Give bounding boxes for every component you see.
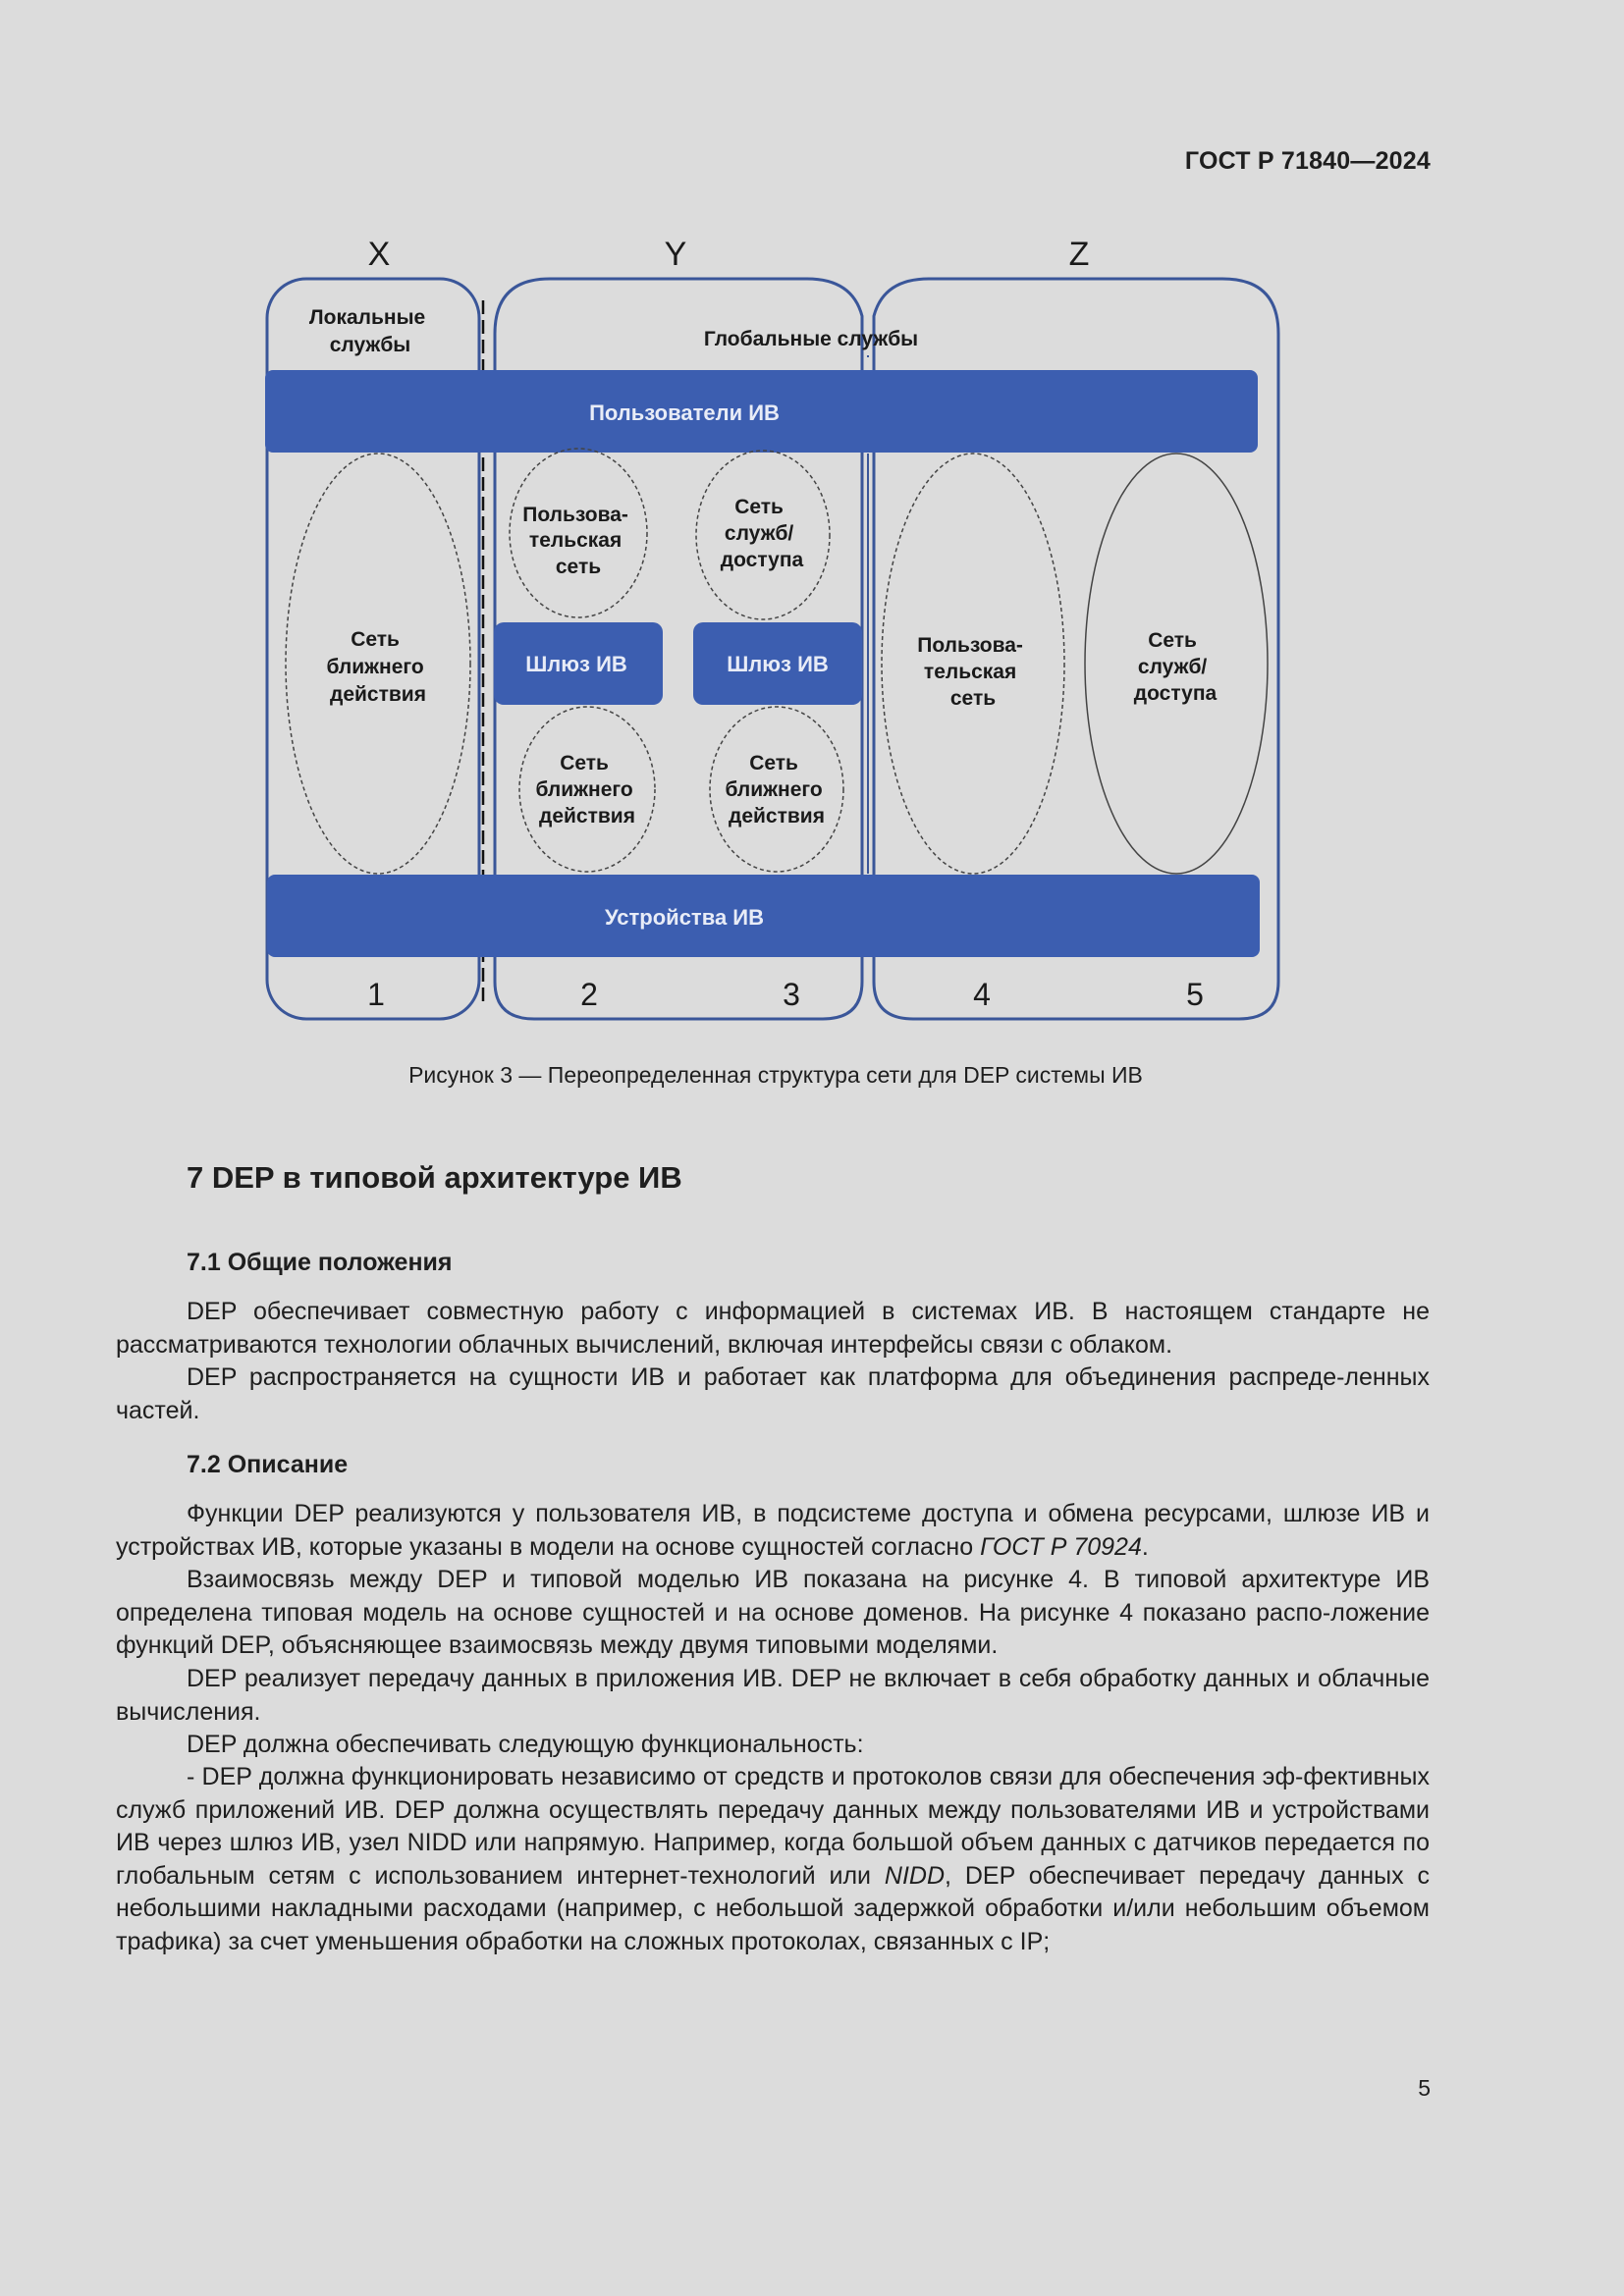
gateway-label-2: Шлюз ИВ bbox=[525, 652, 627, 676]
section-7-2-paragraph-2: Взаимосвязь между DEP и типовой моделью ИВ показана на рисунке 4. В типовой архитектуре ИВ определена типовая модель на основе сущностей и на основе доменов. На рисунке 4 показано распо-ложение функций DEP, объясняющее взаимосвязь между двумя типовыми моделями. bbox=[116, 1566, 1430, 1659]
iot-devices-label: Устройства ИВ bbox=[604, 905, 765, 930]
y2-near-network-label: Сеть ближнего действия bbox=[535, 752, 635, 828]
axis-label-z: Z bbox=[1068, 236, 1090, 273]
x-near-network-label: Сеть ближнего действия bbox=[326, 628, 426, 706]
section-7-2-paragraph-4: DEP должна обеспечивать следующую функциональность: bbox=[187, 1731, 864, 1758]
section-7-2-paragraph-1: Функции DEP реализуются у пользователя ИВ, в подсистеме доступа и обмена ресурсами, шлюзе ИВ и устройствах ИВ, которые указаны в модели на основе сущностей согласно ГОСТ Р 70924. bbox=[116, 1500, 1430, 1561]
section-7-2-paragraph-5: - DEP должна функционировать независимо от средств и протоколов связи для обеспечения эф-фективных служб приложений ИВ. DEP должна осуществлять передачу данных между пользователями ИВ и устройствами ИВ через шлюз ИВ, узел NIDD или напрямую. Например, когда большой объем данных с датчиков передается по глобальным сетям с использованием интернет-технологий или NIDD, DEP обеспечивает передачу данных с небольшими накладными расходами (например, с небольшой задержкой обработки и/или небольшим объемом трафика) за счет уменьшения обработки на сложных протоколах, связанных с IP; bbox=[116, 1763, 1430, 1955]
y3-near-network-label: Сеть ближнего действия bbox=[725, 752, 825, 828]
section-7-2-paragraph-3: DEP реализует передачу данных в приложения ИВ. DEP не включает в себя обработку данных и облачные вычисления. bbox=[116, 1665, 1430, 1726]
section-7-2-heading: 7.2 Описание bbox=[187, 1451, 349, 1478]
iot-users-label: Пользователи ИВ bbox=[589, 400, 780, 425]
column-number-4: 4 bbox=[973, 977, 991, 1012]
z4-user-network-label: Пользова- тельская сеть bbox=[917, 634, 1023, 710]
axis-label-y: Y bbox=[664, 236, 687, 273]
z5-service-network-label: Сеть служб/ доступа bbox=[1133, 629, 1218, 705]
section-7-heading: 7 DEP в типовой архитектуре ИВ bbox=[187, 1160, 682, 1195]
page-number: 5 bbox=[1418, 2075, 1431, 2101]
column-number-3: 3 bbox=[783, 977, 800, 1012]
document-id-header: ГОСТ Р 71840—2024 bbox=[1184, 147, 1431, 175]
section-7-1-paragraph-2: DEP распространяется на сущности ИВ и работает как платформа для объединения распреде-ленных частей. bbox=[116, 1363, 1430, 1424]
y3-service-network-label: Сеть служб/ доступа bbox=[720, 496, 804, 571]
network-structure-diagram bbox=[0, 0, 1624, 1041]
section-7-1-heading: 7.1 Общие положения bbox=[187, 1249, 453, 1276]
section-7-1-paragraph-1: DEP обеспечивает совместную работу с информацией в системах ИВ. В настоящем стандарте не рассматриваются технологии облачных вычислений, включая интерфейсы связи с облаком. bbox=[116, 1298, 1430, 1359]
column-number-5: 5 bbox=[1186, 977, 1204, 1012]
nidd-reference: NIDD bbox=[884, 1861, 946, 1890]
gateway-label-3: Шлюз ИВ bbox=[727, 652, 829, 676]
axis-label-x: X bbox=[367, 236, 391, 273]
gost-reference: ГОСТ Р 70924 bbox=[980, 1532, 1142, 1561]
y2-user-network-label: Пользова- тельская сеть bbox=[522, 504, 628, 578]
column-number-2: 2 bbox=[580, 977, 598, 1012]
local-services-label: Локальные службы bbox=[308, 306, 426, 356]
column-number-1: 1 bbox=[367, 977, 385, 1012]
global-services-label: Глобальные службы bbox=[703, 328, 919, 350]
figure-caption: Рисунок 3 — Переопределенная структура сети для DEP системы ИВ bbox=[408, 1062, 1143, 1088]
